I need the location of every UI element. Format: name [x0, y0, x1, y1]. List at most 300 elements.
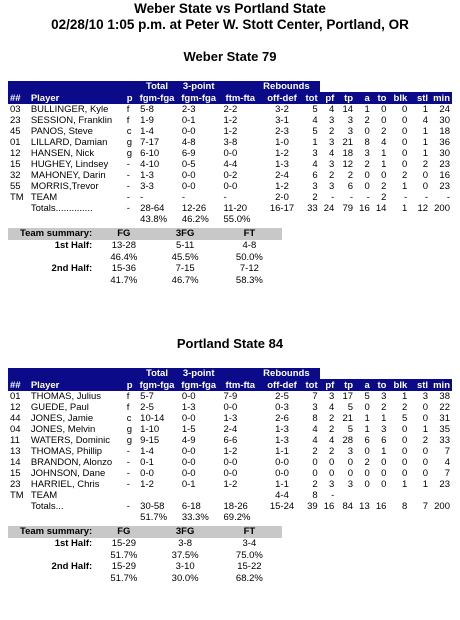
- player-minutes: 33: [439, 435, 450, 446]
- player-row: [8, 181, 452, 192]
- player-3pt: 0-0: [181, 170, 196, 181]
- player-assists: 2: [364, 115, 370, 126]
- player-number: TM: [10, 192, 24, 203]
- summary-h2-row: [8, 561, 282, 573]
- totals-3pt: 12-26: [181, 203, 207, 214]
- col-tp: fgm-fga: [178, 379, 220, 391]
- player-ft: 1-2: [223, 446, 238, 457]
- player-assists: [355, 490, 372, 501]
- summary-h2-ft: 15-22: [237, 561, 262, 572]
- col-a: a: [355, 92, 372, 104]
- player-pf: -: [331, 192, 335, 203]
- player-steals: 1: [422, 424, 429, 435]
- player-fg: 1-3: [140, 170, 154, 181]
- player-position: -: [126, 192, 130, 203]
- player-ft: -: [223, 192, 227, 203]
- matchup-title: Weber State vs Portland State: [134, 1, 326, 16]
- player-pf: 3: [329, 137, 335, 148]
- player-reb-od: 4-4: [275, 490, 289, 501]
- col-blk: blk: [388, 92, 409, 104]
- player-points: 12: [342, 159, 354, 170]
- player-minutes: 31: [439, 413, 450, 424]
- player-reb-tot: 4: [312, 424, 318, 435]
- player-number: 44: [10, 413, 21, 424]
- col-a: a: [355, 379, 372, 391]
- player-fg: 10-14: [140, 413, 165, 424]
- player-position: [125, 490, 136, 501]
- player-steals: 1: [422, 137, 429, 148]
- player-turnovers: [372, 490, 389, 501]
- player-points: 5: [347, 402, 354, 413]
- player-pf: 0: [329, 457, 335, 468]
- summary-h2-fg: 15-36: [111, 263, 136, 274]
- player-position: -: [126, 159, 130, 170]
- player-steals: 0: [422, 457, 429, 468]
- totals-row: [8, 203, 452, 214]
- player-position: -: [126, 457, 130, 468]
- player-assists: 0: [364, 181, 370, 192]
- box-score-table: [8, 81, 452, 225]
- player-name: SESSION, Franklin: [30, 115, 113, 126]
- summary-h1-3fg: 3-8: [178, 538, 192, 549]
- team-summary-title: Team summary:: [8, 228, 94, 240]
- player-reb-tot: 5: [312, 126, 318, 137]
- summary-h2-pct-row: [8, 573, 282, 585]
- player-blocks: 2: [401, 402, 408, 413]
- player-points: 14: [342, 104, 354, 115]
- player-reb-tot: 2: [312, 192, 318, 203]
- player-minutes: 7: [444, 446, 450, 457]
- totals-ft: 18-26: [223, 501, 248, 512]
- player-3pt: 0-0: [181, 457, 196, 468]
- player-blocks: 0: [401, 115, 408, 126]
- player-reb-od: 2-0: [275, 192, 289, 203]
- player-blocks: 0: [401, 159, 408, 170]
- player-reb-od: 3-2: [275, 104, 289, 115]
- player-3pt: 4-9: [181, 435, 196, 446]
- summary-h1-ft: 3-4: [242, 538, 257, 549]
- player-number: 12: [10, 148, 21, 159]
- player-number: 55: [10, 181, 21, 192]
- player-pf: 3: [329, 479, 335, 490]
- player-pf: 2: [329, 126, 335, 137]
- col-pos: p: [125, 92, 136, 104]
- player-position: -: [126, 479, 130, 490]
- player-assists: 0: [364, 468, 370, 479]
- group-total: Total: [136, 368, 178, 379]
- column-group-header: [8, 81, 452, 92]
- player-assists: 0: [364, 126, 370, 137]
- totals-pos: -: [126, 501, 130, 512]
- player-blocks: 5: [401, 413, 408, 424]
- summary-h1-fg: 13-28: [111, 240, 136, 251]
- player-assists: 0: [364, 446, 370, 457]
- player-reb-tot: 0: [312, 457, 318, 468]
- player-name: HARRIEL, Chris: [30, 479, 100, 490]
- player-steals: 0: [422, 446, 429, 457]
- percentages-row: [8, 512, 452, 523]
- player-row: [8, 490, 452, 501]
- player-assists: 8: [364, 137, 370, 148]
- totals-pf: 24: [323, 203, 335, 214]
- player-turnovers: 3: [381, 391, 387, 402]
- player-number: 12: [10, 402, 21, 413]
- player-ft: 0-0: [223, 148, 238, 159]
- col-fg: fgm-fga: [136, 92, 178, 104]
- player-turnovers: 0: [381, 457, 387, 468]
- col-tot: tot: [303, 379, 320, 391]
- player-row: [8, 170, 452, 181]
- totals-reb-tot: 33: [307, 203, 318, 214]
- summary-h2-3fg-pct: 30.0%: [171, 572, 199, 584]
- player-turnovers: 0: [381, 104, 387, 115]
- player-turnovers: 2: [381, 192, 387, 203]
- player-name: HUGHEY, Lindsey: [30, 159, 109, 170]
- totals-pf: 16: [323, 501, 335, 512]
- totals-points: 79: [342, 203, 354, 214]
- totals-fg: 28-64: [140, 203, 165, 214]
- player-turnovers: 0: [381, 170, 387, 181]
- player-reb-tot: 1: [312, 137, 318, 148]
- percentages-row: [8, 214, 452, 225]
- team-summary-table: [8, 228, 282, 286]
- player-minutes: 16: [439, 170, 450, 181]
- player-minutes: 7: [444, 468, 450, 479]
- player-ft: 2-2: [223, 104, 238, 115]
- summary-h1-fg: 15-29: [111, 538, 136, 549]
- player-3pt: 0-0: [181, 446, 196, 457]
- player-reb-tot: 2: [312, 446, 318, 457]
- totals-label: Totals..............: [30, 203, 93, 214]
- player-3pt: -: [181, 192, 185, 203]
- player-blocks: -: [404, 192, 408, 203]
- player-reb-od: 2-5: [275, 391, 289, 402]
- player-position: c: [126, 413, 132, 424]
- team-title: Portland State 84: [176, 336, 284, 351]
- player-name: JONES, Melvin: [30, 424, 96, 435]
- player-row: [8, 424, 452, 435]
- player-ft: 1-2: [223, 115, 238, 126]
- player-steals: 1: [422, 479, 429, 490]
- player-ft: 4-4: [223, 159, 238, 170]
- column-group-header: [8, 368, 452, 379]
- player-number: 45: [10, 126, 21, 137]
- totals-pos: -: [126, 203, 130, 214]
- totals-reb-tot: 39: [307, 501, 318, 512]
- player-ft: 2-4: [223, 424, 238, 435]
- player-turnovers: 3: [381, 424, 387, 435]
- player-number: 23: [10, 479, 21, 490]
- player-name: BRANDON, Alonzo: [30, 457, 113, 468]
- player-reb-od: 2-4: [275, 170, 289, 181]
- player-row: [8, 148, 452, 159]
- totals-reb-od: 15-24: [269, 501, 295, 512]
- totals-fg: 30-58: [140, 501, 165, 512]
- player-points: 28: [342, 435, 354, 446]
- player-reb-od: 2-6: [275, 413, 289, 424]
- player-reb-tot: 3: [312, 148, 318, 159]
- player-blocks: 0: [401, 468, 408, 479]
- player-row: [8, 137, 452, 148]
- player-minutes: 36: [439, 137, 450, 148]
- summary-h1-3fg-pct: 37.5%: [171, 549, 199, 561]
- player-points: 3: [347, 115, 354, 126]
- player-number: 32: [10, 170, 21, 181]
- player-points: -: [349, 192, 354, 203]
- player-turnovers: 1: [381, 148, 387, 159]
- player-reb-tot: 3: [312, 402, 318, 413]
- player-blocks: 0: [401, 148, 408, 159]
- player-name: JOHNSON, Dane: [30, 468, 106, 479]
- player-points: 6: [347, 181, 354, 192]
- player-minutes: 38: [439, 391, 450, 402]
- summary-h1-pct-row: [8, 252, 282, 264]
- player-blocks: 0: [401, 435, 408, 446]
- summary-h1-label: 1st Half:: [54, 538, 93, 549]
- player-minutes: [430, 490, 452, 501]
- player-fg: 7-17: [140, 137, 160, 148]
- group-rebounds: Rebounds: [261, 81, 319, 92]
- col-pos: p: [125, 379, 136, 391]
- col-od: off-def: [261, 379, 303, 391]
- col-ft: ftm-fta: [220, 92, 262, 104]
- player-name: TEAM: [30, 192, 58, 203]
- player-pf: 3: [329, 159, 335, 170]
- player-position: -: [126, 446, 130, 457]
- player-number: 04: [10, 424, 21, 435]
- player-minutes: 30: [439, 148, 450, 159]
- player-reb-tot: 7: [312, 391, 318, 402]
- player-fg: 1-9: [140, 115, 154, 126]
- player-row: [8, 159, 452, 170]
- player-minutes: -: [446, 192, 450, 203]
- player-fg: -: [140, 192, 144, 203]
- player-row: [8, 192, 452, 203]
- pct-fg: 51.7%: [140, 512, 168, 523]
- player-pf: 0: [329, 468, 335, 479]
- summary-h1-ft-pct: 75.0%: [235, 549, 263, 561]
- player-points: 21: [342, 137, 354, 148]
- player-ft: 0-0: [223, 181, 238, 192]
- player-minutes: 23: [439, 159, 450, 170]
- player-turnovers: 2: [381, 402, 387, 413]
- player-name: JONES, Jamie: [30, 413, 94, 424]
- player-3pt: 0-0: [181, 468, 196, 479]
- player-3pt: 0-0: [181, 181, 196, 192]
- player-name: THOMAS, Phillip: [30, 446, 103, 457]
- player-turnovers: 2: [381, 126, 387, 137]
- summary-h2-ft-pct: 68.2%: [235, 572, 263, 584]
- player-3pt: 1-5: [181, 424, 196, 435]
- player-position: f: [126, 115, 130, 126]
- player-pf: 4: [329, 148, 335, 159]
- player-reb-od: 2-3: [275, 126, 289, 137]
- summary-col-3fg: 3FG: [154, 228, 217, 240]
- player-position: f: [126, 402, 130, 413]
- player-steals: 2: [422, 159, 429, 170]
- player-minutes: 4: [444, 457, 450, 468]
- player-steals: 0: [422, 402, 429, 413]
- player-name: MAHONEY, Darin: [30, 170, 106, 181]
- player-points: 18: [342, 148, 354, 159]
- summary-h1-3fg: 5-11: [175, 240, 195, 251]
- player-reb-tot: 8: [312, 413, 318, 424]
- player-minutes: 23: [439, 181, 450, 192]
- player-3pt: [178, 490, 220, 501]
- player-name: GUEDE, Paul: [30, 402, 89, 413]
- player-pf: 2: [329, 424, 335, 435]
- player-pf: 4: [329, 402, 335, 413]
- player-assists: 6: [364, 435, 370, 446]
- totals-turnovers: 16: [375, 501, 387, 512]
- player-name: BULLINGER, Kyle: [30, 104, 109, 115]
- player-blocks: 1: [401, 391, 408, 402]
- col-player: Player: [29, 379, 125, 391]
- summary-h2-label: 2nd Half:: [51, 263, 93, 274]
- player-reb-tot: 0: [312, 468, 318, 479]
- player-minutes: 30: [439, 115, 450, 126]
- player-3pt: 0-5: [181, 159, 196, 170]
- player-3pt: 0-0: [181, 391, 196, 402]
- player-row: [8, 479, 452, 490]
- summary-h1-pct-row: [8, 550, 282, 562]
- player-reb-tot: 4: [312, 435, 318, 446]
- player-blocks: 1: [401, 181, 408, 192]
- player-name: LILLARD, Damian: [30, 137, 108, 148]
- player-fg: 1-4: [140, 446, 154, 457]
- player-reb-od: 0-0: [275, 468, 289, 479]
- player-fg: 1-2: [140, 479, 154, 490]
- player-name: MORRIS,Trevor: [30, 181, 99, 192]
- player-reb-od: 1-1: [275, 446, 289, 457]
- player-ft: 1-3: [223, 413, 238, 424]
- player-position: -: [126, 170, 130, 181]
- player-3pt: 0-0: [181, 413, 196, 424]
- player-points: 0: [347, 457, 354, 468]
- player-reb-od: 1-3: [275, 435, 289, 446]
- totals-steals: 7: [422, 501, 429, 512]
- player-pf: 2: [329, 413, 335, 424]
- team-summary-header: [8, 228, 282, 240]
- player-ft: 0-0: [223, 457, 238, 468]
- player-ft: 1-2: [223, 126, 238, 137]
- player-row: [8, 104, 452, 115]
- group-3pt: 3-point: [178, 368, 220, 379]
- player-steals: 1: [422, 148, 429, 159]
- player-row: [8, 446, 452, 457]
- player-minutes: 23: [439, 479, 450, 490]
- player-points: 0: [347, 468, 354, 479]
- player-ft: 6-6: [223, 435, 238, 446]
- player-minutes: 35: [439, 424, 450, 435]
- player-number: 15: [10, 159, 21, 170]
- summary-col-ft: FT: [217, 228, 282, 240]
- player-ft: 0-0: [223, 468, 238, 479]
- player-steals: 1: [422, 104, 429, 115]
- player-assists: 2: [364, 159, 370, 170]
- player-blocks: 0: [401, 104, 408, 115]
- summary-h2-fg: 15-29: [111, 561, 136, 572]
- player-number: 15: [10, 468, 21, 479]
- summary-col-fg: FG: [94, 228, 153, 240]
- player-blocks: 0: [401, 446, 408, 457]
- team-section-portland-state: [8, 336, 452, 584]
- player-points: 3: [347, 479, 354, 490]
- player-steals: 0: [422, 468, 429, 479]
- pct-fg: 43.8%: [140, 214, 168, 225]
- player-turnovers: 0: [381, 468, 387, 479]
- summary-h1-fg-pct: 46.4%: [110, 251, 138, 263]
- player-reb-od: 3-1: [275, 115, 289, 126]
- group-total: Total: [136, 81, 178, 92]
- col-od: off-def: [261, 92, 303, 104]
- col-player: Player: [29, 92, 125, 104]
- player-position: g: [126, 137, 132, 148]
- player-steals: 0: [422, 413, 429, 424]
- col-tot: tot: [303, 92, 320, 104]
- totals-ft: 11-20: [223, 203, 248, 214]
- player-assists: 0: [364, 170, 370, 181]
- player-row: [8, 435, 452, 446]
- game-info: 02/28/10 1:05 p.m. at Peter W. Stott Center, Portland, OR: [51, 17, 409, 32]
- player-reb-od: 1-2: [275, 181, 289, 192]
- col-stl: stl: [409, 92, 430, 104]
- pct-ft: 69.2%: [223, 512, 251, 523]
- summary-h2-fg-pct: 51.7%: [110, 572, 138, 584]
- col-min: min: [430, 379, 452, 391]
- player-assists: 2: [364, 457, 370, 468]
- player-reb-od: 1-2: [275, 148, 289, 159]
- column-header-row: [8, 379, 452, 391]
- player-blocks: 1: [401, 479, 408, 490]
- col-to: to: [372, 92, 389, 104]
- player-reb-od: 0-0: [275, 457, 289, 468]
- player-position: f: [126, 104, 130, 115]
- player-assists: -: [366, 192, 370, 203]
- player-points: 21: [342, 413, 354, 424]
- player-assists: 1: [364, 104, 370, 115]
- player-pf: 2: [329, 170, 335, 181]
- player-pf: -: [331, 490, 335, 501]
- player-fg: [136, 490, 178, 501]
- summary-h2-3fg: 3-10: [175, 561, 195, 572]
- player-3pt: 6-9: [181, 148, 196, 159]
- col-tp: fgm-fga: [178, 92, 220, 104]
- player-reb-od: 0-3: [275, 402, 289, 413]
- player-points: 2: [347, 170, 354, 181]
- col-num: ##: [8, 379, 29, 391]
- player-minutes: 22: [439, 402, 450, 413]
- player-blocks: 0: [401, 126, 408, 137]
- player-points: 17: [342, 391, 354, 402]
- totals-blocks: 8: [401, 501, 408, 512]
- player-reb-od: 1-0: [275, 137, 289, 148]
- pct-3pt: 46.2%: [181, 214, 209, 225]
- player-name: WATERS, Dominic: [30, 435, 111, 446]
- pct-3pt: 33.3%: [181, 512, 209, 523]
- summary-h1-ft-pct: 50.0%: [235, 251, 263, 263]
- player-turnovers: 6: [381, 435, 387, 446]
- player-steals: 4: [422, 115, 429, 126]
- player-assists: 3: [364, 148, 370, 159]
- player-ft: 0-0: [223, 402, 238, 413]
- player-reb-od: 1-3: [275, 159, 289, 170]
- summary-col-ft: FT: [217, 526, 282, 538]
- col-to: to: [372, 379, 389, 391]
- player-name: PANOS, Steve: [30, 126, 93, 137]
- player-position: c: [126, 126, 132, 137]
- player-minutes: 24: [439, 104, 450, 115]
